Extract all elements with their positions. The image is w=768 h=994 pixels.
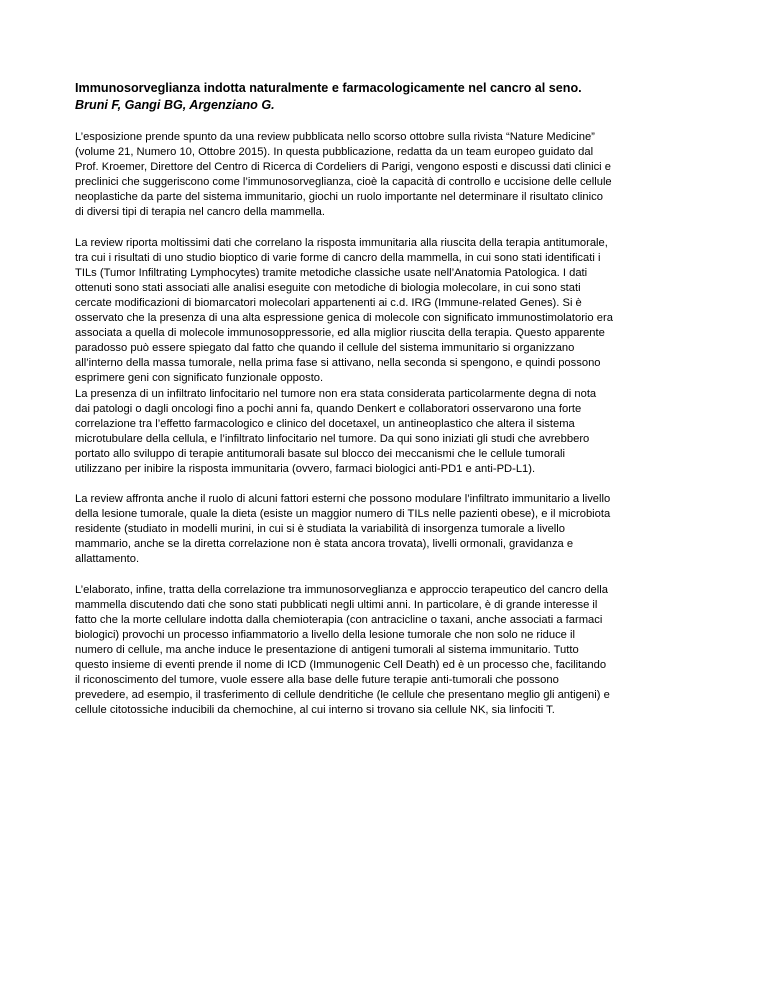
paragraph-line: utilizzano per inibire la risposta immunitaria (ovvero, farmaci biologici anti-PD1 e anti-PD-L1).: [75, 462, 536, 475]
paragraph-line: (volume 21, Numero 10, Ottobre 2015). In questa pubblicazione, redatta da un team europeo guidato dal: [75, 146, 594, 159]
paragraph-line: L’esposizione prende spunto da una review pubblicata nello scorso ottobre sulla rivista “Nature Medicine”: [75, 131, 595, 143]
paragraph-line: portato allo sviluppo di terapie antitumorali basate sul blocco dei meccanismi che le cellule tumorali: [75, 447, 566, 460]
paragraph-line: TILs (Tumor Infiltrating Lymphocytes) tramite metodiche classiche usate nell’Anatomia Patologica. I dati: [75, 266, 588, 279]
paragraph-1: [75, 130, 707, 221]
paragraph-5: [75, 583, 707, 719]
paragraph-line: il riconoscimento del tumore, vuole essere alla base delle future terapie anti-tumorali che possono: [75, 674, 559, 687]
paragraph-line: ottenuti sono stati associati alle analisi eseguite con metodiche di biologia molecolare, in cui sono stati: [75, 281, 581, 294]
paragraph-line: allattamento.: [75, 553, 140, 566]
paragraph-line: all’interno della massa tumorale, nella prima fase si attivano, nella seconda si spengono, e quindi possono: [75, 357, 601, 370]
paragraph-line: osservato che la presenza di una alta espressione genica di molecole con significato immunostimolatorio era: [75, 312, 613, 325]
paragraph-line: La presenza di un infiltrato linfocitario nel tumore non era stata considerata particolarmente degna di nota: [75, 387, 597, 400]
paragraph-4: [75, 492, 707, 567]
paragraph-line: questo insieme di eventi prende il nome di ICD (Immunogenic Cell Death) ed è un processo che, facilitando: [75, 659, 607, 671]
paragraph-line: microtubulare della cellula, e l’infiltrato linfocitario nel tumore. Da qui sono iniziati gli studi che avrebbero: [75, 432, 590, 445]
paragraph-3: [75, 387, 707, 478]
paragraph-line: prevedere, ad esempio, il trasferimento di cellule dendritiche (le cellule che presentano meglio gli antigeni) e: [75, 689, 610, 702]
paragraph-line: La review riporta moltissimi dati che correlano la risposta immunitaria alla riuscita della terapia antitumorale,: [75, 236, 608, 249]
paragraph-line: fatto che la morte cellulare indotta dalla chemioterapia (con antracicline o taxani, anche associati a farmaci: [75, 613, 603, 626]
paragraph-line: La review affronta anche il ruolo di alcuni fattori esterni che possono modulare l’infiltrato immunitario a livello: [75, 493, 611, 506]
paragraph-line: tra cui i risultati di uno studio bioptico di varie forme di cancro della mammella, in cui sono stati identificati i: [75, 251, 601, 264]
paragraph-line: mammella discutendo dati che sono stati pubblicati negli ultimi anni. In particolare, è di grande interesse il: [75, 598, 598, 611]
paragraph-line: Prof. Kroemer, Direttore del Centro di Ricerca di Cordeliers di Parigi, vengono esposti e discussi dati clinici e: [75, 161, 611, 174]
paragraph-line: biologici) provochi un processo infiammatorio a livello della lesione tumorale che non solo ne riduce il: [75, 628, 575, 641]
paragraph-line: esprimere geni con significato funzionale opposto.: [75, 372, 324, 385]
paragraph-2: [75, 236, 707, 387]
document-title: Immunosorveglianza indotta naturalmente e farmacologicamente nel cancro al seno.: [75, 81, 582, 95]
document-page: [75, 80, 707, 733]
document-authors: Bruni F, Gangi BG, Argenziano G.: [75, 98, 275, 112]
paragraph-line: L’elaborato, infine, tratta della correlazione tra immunosorveglianza e approccio terapeutico del cancro della: [75, 583, 608, 596]
paragraph-line: cellule citotossiche inducibili da chemochine, al cui interno si trovano sia cellule NK, sia linfociti T.: [75, 704, 555, 717]
paragraph-line: preclinici che suggeriscono come l’immunosorveglianza, cioè la capacità di controllo e uccisione delle cellule: [75, 176, 612, 189]
paragraph-line: dai patologi o dagli oncologi fino a pochi anni fa, quando Denkert e collaboratori osservarono una forte: [75, 402, 582, 415]
paragraph-line: associata a quella di molecole immunosoppressorie, ed alla miglior riuscita della terapia. Questo apparente: [75, 327, 605, 340]
paragraph-line: di diversi tipi di terapia nel cancro della mammella.: [75, 206, 325, 219]
paragraph-line: neoplastiche da parte del sistema immunitario, giochi un ruolo importante nel determinare il risultato clinico: [75, 191, 603, 204]
paragraph-line: residente (studiato in modelli murini, in cui si è studiata la variabilità di insorgenza tumorale a livello: [75, 523, 566, 536]
paragraph-line: cercate modificazioni di biomarcatori molecolari appartenenti ai c.d. IRG (Immune-related Genes). Si è: [75, 296, 582, 309]
paragraph-line: della lesione tumorale, quale la dieta (esiste un maggior numero di TILs nelle pazienti obese), e il microbiota: [75, 508, 611, 521]
paragraph-line: numero di cellule, ma anche induce le presentazione di antigeni tumorali al sistema immunitario. Tutto: [75, 643, 579, 656]
paragraph-line: correlazione tra l’effetto farmacologico e clinico del docetaxel, un antineoplastico che altera il sistema: [75, 417, 575, 430]
paragraph-line: mammario, anche se la diretta correlazione non è stata ancora trovata), livelli ormonali, gravidanza e: [75, 538, 574, 551]
paragraph-line: paradosso può essere spiegato dal fatto che quando il cellule del sistema immunitario si organizzano: [75, 342, 575, 355]
